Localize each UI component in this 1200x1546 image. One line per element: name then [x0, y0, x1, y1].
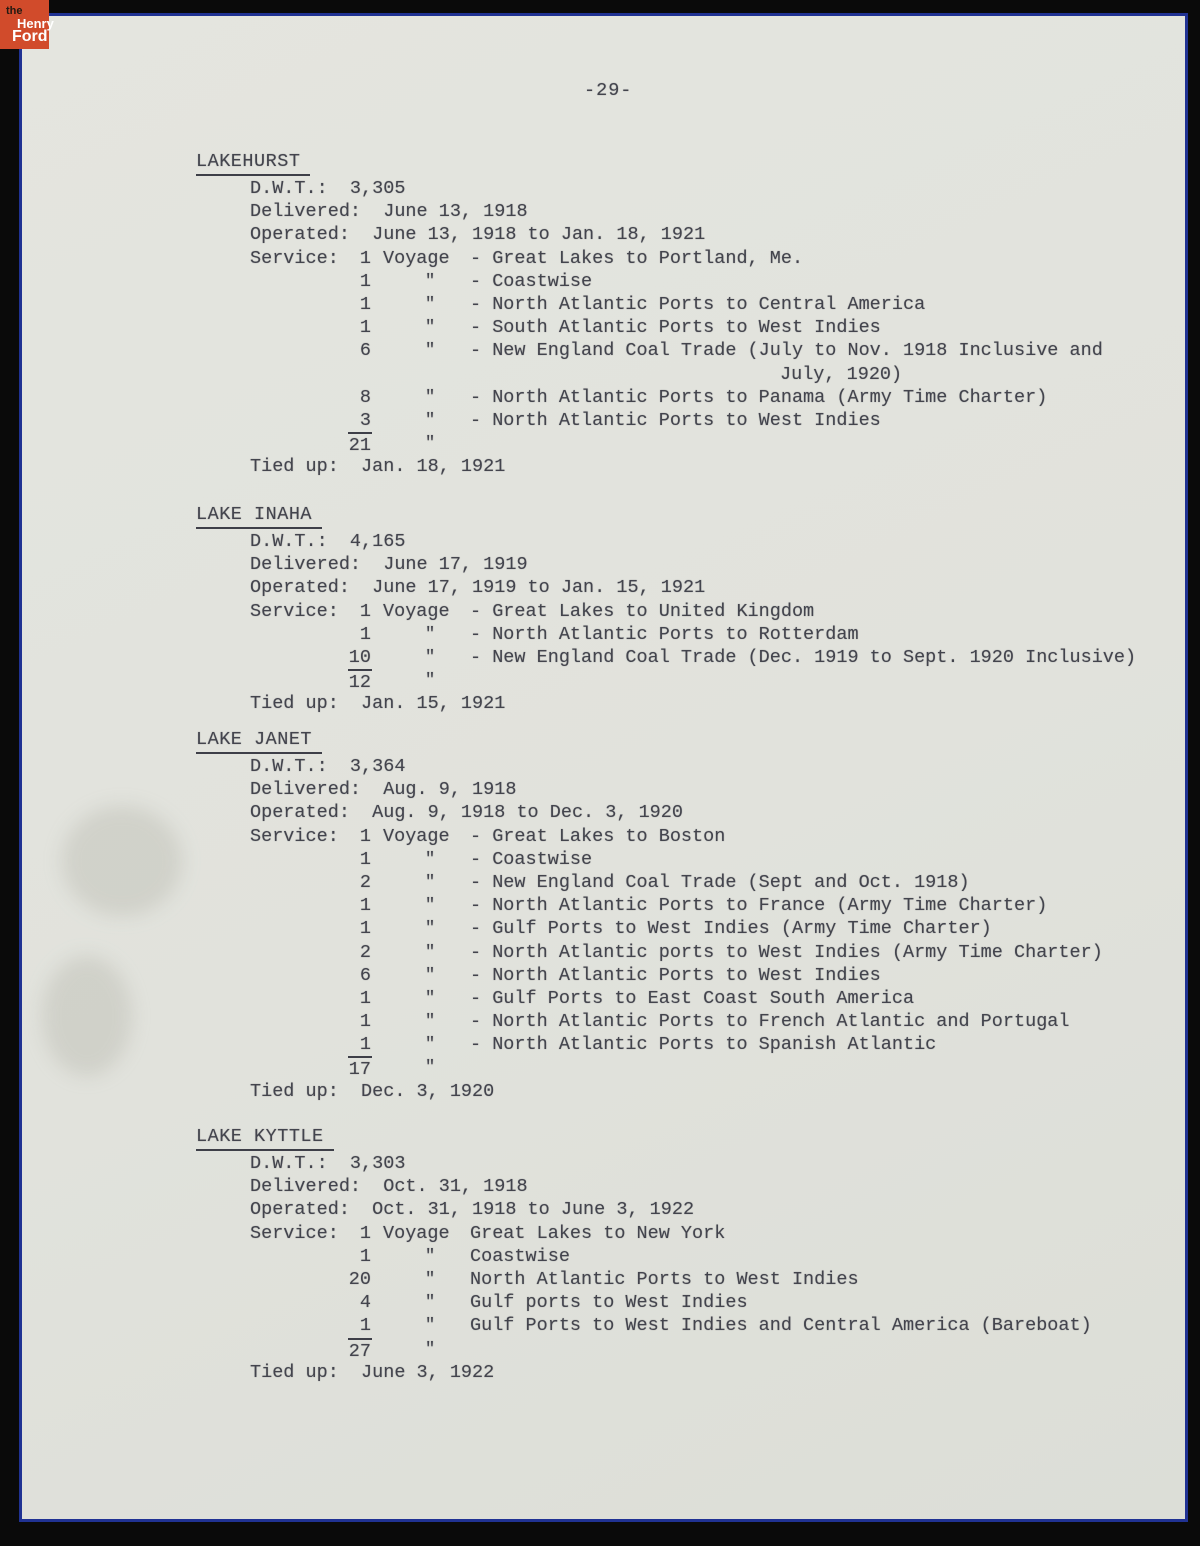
operated-line-text: Operated: Oct. 31, 1918 to June 3, 1922: [250, 1199, 695, 1221]
voyage-count: 20: [348, 1268, 371, 1290]
service-label: Service:: [250, 600, 339, 622]
ship-name: LAKE KYTTLE: [196, 1125, 334, 1151]
service-row: [22, 1268, 1185, 1291]
ditto-mark: ": [425, 849, 436, 869]
voyage-total-row: [22, 1338, 1185, 1361]
voyage-count: 1: [359, 317, 371, 339]
voyage-total-row: [22, 432, 1185, 455]
voyage-count: 1: [359, 270, 371, 292]
service-row: [22, 386, 1185, 409]
logo-text-ford: Ford: [12, 28, 48, 45]
ditto-mark: ": [425, 271, 436, 291]
ship-name-line: [22, 503, 1185, 530]
voyage-count: 10: [348, 646, 371, 668]
voyage-description-continued: July, 1920): [780, 363, 903, 385]
voyage-count: 1: [359, 918, 371, 940]
voyage-description: Gulf ports to West Indies: [470, 1292, 748, 1314]
ditto-mark: ": [425, 1035, 436, 1055]
voyage-description: - Coastwise: [470, 270, 593, 292]
delivered-line-text: Delivered: Oct. 31, 1918: [250, 1176, 528, 1198]
dwt-line-text: D.W.T.: 3,303: [250, 1153, 406, 1174]
service-row: [22, 270, 1185, 293]
document-page: [19, 13, 1188, 1522]
voyage-description: - Great Lakes to United Kingdom: [470, 600, 815, 622]
voyage-count: 4: [359, 1292, 371, 1314]
voyage-description: - North Atlantic Ports to Rotterdam: [470, 623, 859, 645]
service-row: [22, 623, 1185, 646]
tied-up-line: [22, 1080, 1185, 1103]
voyage-total-row: [22, 1056, 1185, 1079]
service-row: [22, 848, 1185, 871]
service-row: [22, 600, 1185, 623]
ditto-mark: ": [425, 1316, 436, 1336]
service-row: [22, 825, 1185, 848]
ship-name-line: [22, 728, 1185, 755]
ship-name-line: [22, 150, 1185, 177]
voyage-total-row: [22, 669, 1185, 692]
voyage-count: 6: [359, 964, 371, 986]
service-row: [22, 1222, 1185, 1245]
service-row: [22, 247, 1185, 270]
ditto-mark: ": [425, 434, 436, 454]
voyage-unit: Voyage: [383, 600, 450, 622]
ditto-mark: ": [425, 341, 436, 361]
tied-up-text: Tied up: Jan. 18, 1921: [250, 456, 506, 478]
voyage-total-count: 27: [310, 1338, 372, 1363]
voyage-unit: Voyage: [383, 825, 450, 847]
ditto-mark: ": [425, 671, 436, 691]
voyage-description: - North Atlantic ports to West Indies (Army Time Charter): [470, 941, 1103, 963]
voyage-description: - Gulf Ports to East Coast South America: [470, 987, 915, 1009]
ditto-mark: ": [425, 965, 436, 985]
voyage-description: Coastwise: [470, 1245, 570, 1267]
tied-up-line: [22, 455, 1185, 478]
operated-line: [22, 576, 1185, 599]
operated-line: [22, 1198, 1185, 1221]
service-label: Service:: [250, 247, 339, 269]
logo-text-henry: Henry: [17, 16, 54, 31]
ditto-mark: ": [425, 318, 436, 338]
ditto-mark: ": [425, 1058, 436, 1078]
dwt-line: [22, 755, 1185, 778]
voyage-description: - New England Coal Trade (Sept and Oct. 1918): [470, 871, 970, 893]
dwt-line: [22, 1152, 1185, 1175]
voyage-description: - Gulf Ports to West Indies (Army Time Charter): [470, 918, 992, 940]
service-row: [22, 987, 1185, 1010]
service-row: [22, 316, 1185, 339]
ship-record-lake-inaha: [22, 503, 1185, 716]
voyage-total-count: 21: [310, 432, 372, 457]
voyage-total-count: 17: [310, 1056, 372, 1081]
operated-line-text: Operated: June 13, 1918 to Jan. 18, 1921: [250, 224, 706, 246]
voyage-description: - Great Lakes to Boston: [470, 825, 726, 847]
service-row: [22, 339, 1185, 362]
ditto-mark: ": [425, 1012, 436, 1032]
voyage-description: - North Atlantic Ports to Panama (Army Time Charter): [470, 386, 1048, 408]
voyage-count: 1: [359, 1245, 371, 1267]
operated-line: [22, 223, 1185, 246]
tied-up-line: [22, 1361, 1185, 1384]
voyage-count: 1: [359, 1011, 371, 1033]
ship-name: LAKE JANET: [196, 728, 322, 754]
voyage-description: - New England Coal Trade (July to Nov. 1918 Inclusive and: [470, 340, 1103, 362]
ship-name-line: [22, 1125, 1185, 1152]
ditto-mark: ": [425, 942, 436, 962]
delivered-line: [22, 553, 1185, 576]
voyage-description: - North Atlantic Ports to Spanish Atlantic: [470, 1034, 937, 1056]
voyage-count: 1: [359, 600, 371, 622]
voyage-description: Gulf Ports to West Indies and Central America (Bareboat): [470, 1315, 1092, 1337]
ditto-mark: ": [425, 1339, 436, 1359]
voyage-count: 1: [359, 623, 371, 645]
delivered-line: [22, 778, 1185, 801]
ditto-mark: ": [425, 624, 436, 644]
ditto-mark: ": [425, 294, 436, 314]
voyage-count: 3: [359, 409, 371, 431]
voyage-total-count: 12: [310, 669, 372, 694]
voyage-description: - North Atlantic Ports to West Indies: [470, 964, 881, 986]
voyage-count: 1: [359, 293, 371, 315]
service-row: [22, 646, 1185, 669]
ditto-mark: ": [425, 1293, 436, 1313]
voyage-unit: Voyage: [383, 247, 450, 269]
voyage-count: 6: [359, 340, 371, 362]
delivered-line: [22, 1175, 1185, 1198]
delivered-line-text: Delivered: Aug. 9, 1918: [250, 779, 517, 801]
voyage-count: 1: [359, 1222, 371, 1244]
voyage-count: 1: [359, 848, 371, 870]
voyage-description: - New England Coal Trade (Dec. 1919 to Sept. 1920 Inclusive): [470, 646, 1137, 668]
operated-line: [22, 801, 1185, 824]
service-label: Service:: [250, 1222, 339, 1244]
voyage-count: 1: [359, 825, 371, 847]
voyage-count: 8: [359, 386, 371, 408]
dwt-line: [22, 530, 1185, 553]
ditto-mark: ": [425, 1269, 436, 1289]
ship-record-lake-janet: [22, 728, 1185, 1103]
ditto-mark: ": [425, 988, 436, 1008]
service-row: [22, 1010, 1185, 1033]
service-row: [22, 293, 1185, 316]
voyage-description: - North Atlantic Ports to France (Army Time Charter): [470, 895, 1048, 917]
ship-name: LAKE INAHA: [196, 503, 322, 529]
voyage-description: - Coastwise: [470, 848, 593, 870]
service-row: [22, 1033, 1185, 1056]
ditto-mark: ": [425, 872, 436, 892]
tied-up-text: Tied up: Dec. 3, 1920: [250, 1080, 495, 1102]
ditto-mark: ": [425, 896, 436, 916]
service-row: [22, 941, 1185, 964]
service-row-continuation: [22, 363, 1185, 386]
voyage-description: - North Atlantic Ports to French Atlantic and Portugal: [470, 1011, 1070, 1033]
service-row: [22, 964, 1185, 987]
service-row: [22, 409, 1185, 432]
ditto-mark: ": [425, 647, 436, 667]
voyage-count: 1: [359, 247, 371, 269]
voyage-description: - South Atlantic Ports to West Indies: [470, 317, 881, 339]
voyage-description: - North Atlantic Ports to West Indies: [470, 409, 881, 431]
dwt-line-text: D.W.T.: 3,305: [250, 178, 406, 199]
tied-up-text: Tied up: June 3, 1922: [250, 1361, 495, 1383]
service-row: [22, 1245, 1185, 1268]
dwt-line-text: D.W.T.: 3,364: [250, 756, 406, 777]
delivered-line: [22, 200, 1185, 223]
service-row: [22, 871, 1185, 894]
ship-record-lakehurst: [22, 150, 1185, 478]
voyage-unit: Voyage: [383, 1222, 450, 1244]
voyage-description: Great Lakes to New York: [470, 1222, 726, 1244]
tied-up-line: [22, 692, 1185, 715]
delivered-line-text: Delivered: June 17, 1919: [250, 554, 528, 576]
ditto-mark: ": [425, 410, 436, 430]
logo-text-the: the: [6, 5, 23, 17]
service-row: [22, 894, 1185, 917]
henry-ford-logo: [0, 0, 54, 49]
voyage-count: 1: [359, 1315, 371, 1337]
service-row: [22, 917, 1185, 940]
voyage-count: 2: [359, 941, 371, 963]
service-row: [22, 1314, 1185, 1337]
voyage-description: - Great Lakes to Portland, Me.: [470, 247, 804, 269]
voyage-count: 2: [359, 871, 371, 893]
voyage-count: 1: [359, 895, 371, 917]
delivered-line-text: Delivered: June 13, 1918: [250, 201, 528, 223]
dwt-line: [22, 177, 1185, 200]
dwt-line-text: D.W.T.: 4,165: [250, 531, 406, 552]
voyage-description: - North Atlantic Ports to Central America: [470, 293, 926, 315]
ditto-mark: ": [425, 387, 436, 407]
service-row: [22, 1291, 1185, 1314]
ditto-mark: ": [425, 919, 436, 939]
service-label: Service:: [250, 825, 339, 847]
ditto-mark: ": [425, 1246, 436, 1266]
tied-up-text: Tied up: Jan. 15, 1921: [250, 693, 506, 715]
voyage-count: 1: [359, 1034, 371, 1056]
ship-name: LAKEHURST: [196, 150, 310, 176]
voyage-description: North Atlantic Ports to West Indies: [470, 1268, 859, 1290]
page-number: -29-: [584, 80, 633, 101]
voyage-count: 1: [359, 987, 371, 1009]
operated-line-text: Operated: June 17, 1919 to Jan. 15, 1921: [250, 577, 706, 599]
ship-record-lake-kyttle: [22, 1125, 1185, 1384]
operated-line-text: Operated: Aug. 9, 1918 to Dec. 3, 1920: [250, 802, 683, 824]
